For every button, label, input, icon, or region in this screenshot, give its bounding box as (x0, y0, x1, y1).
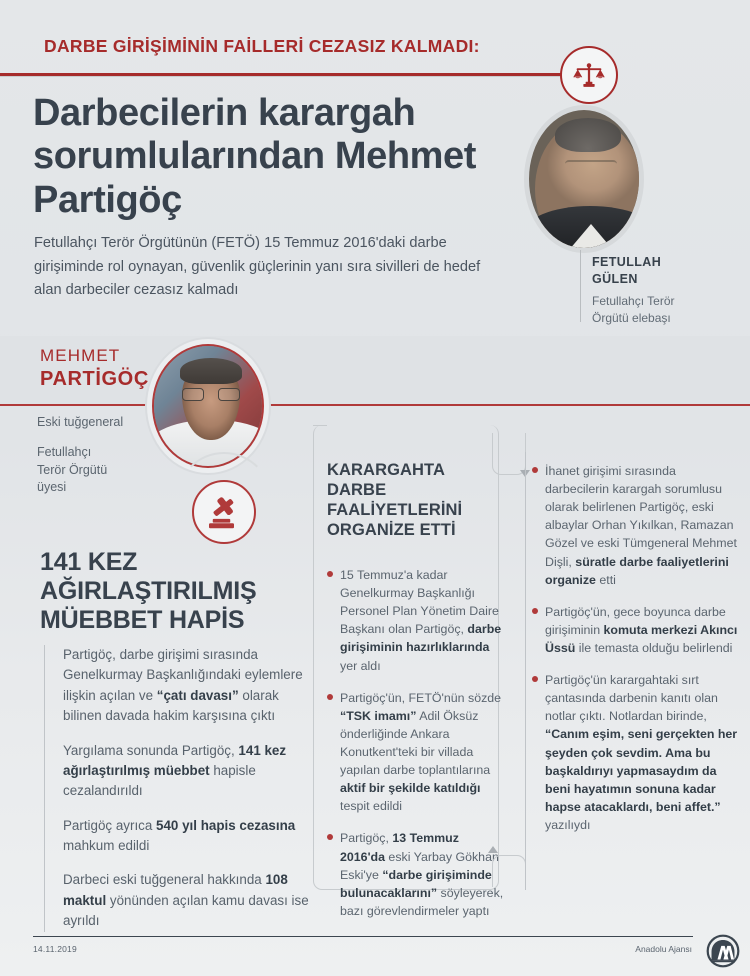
body-text: Adil Öksüz önderliğinde Ankara Konutkent'teki bir villada yapılan darbe toplantılarına (340, 708, 491, 778)
body-text: ile temasta olduğu belirlendi (575, 640, 733, 655)
emphasis-text: 108 maktul (63, 872, 288, 908)
gulen-role-line2: Örgütü elebaşı (592, 310, 671, 325)
body-text: Partigöç ayrıca (63, 817, 157, 833)
emphasis-text: “Canım eşim, seni gerçekten her şeyden çok sevdim. Ama bu başkaldırıyı yapmasaydım da beni hayatımın sonuna kadar hapse atacaklardı, beni affet.” (545, 727, 738, 814)
partigoc-first-name: MEHMET (40, 346, 121, 365)
body-text: tespit edildi (340, 799, 402, 814)
emphasis-text: 141 kez ağırlaştırılmış müebbet (63, 742, 287, 778)
partigoc-role (37, 414, 157, 497)
body-text: Partigöç'ün, FETÖ'nün sözde (340, 690, 502, 705)
emphasis-text: komuta merkezi Akıncı Üssü (545, 622, 738, 655)
header-rule-gray (0, 76, 560, 77)
body-text: Partigöç'ün karargahtaki sırt çantasında darbenin kanıtı olan notlar çıktı. Notlardan birinde, (545, 673, 718, 724)
mehmet-partigoc-photo (152, 344, 264, 468)
page-subtitle: Fetullahçı Terör Örgütünün (FETÖ) 15 Temmuz 2016'daki darbe girişiminde rol oynayan, güvenlik güçlerinin yanı sıra sivilleri de hedef alan darbeciler cezasız kalmadı (34, 235, 481, 299)
gulen-role-line1: Fetullahçı Terör (592, 294, 675, 308)
body-text: Yargılama sonunda Partigöç, (63, 742, 239, 758)
body-text: hapisle cezalandırıldı (63, 762, 256, 799)
emphasis-text: 540 yıl hapis cezasına (156, 817, 296, 833)
middle-column-title: KARARGAHTA DARBE FAALİYETLERİNİ ORGANİZE ETTİ (327, 461, 463, 540)
body-text: yönünden açılan kamu davası ise ayrıldı (63, 892, 309, 929)
body-text: mahkum edildi (63, 838, 150, 853)
left-column-title: 141 KEZ AĞIRLAŞTIRILMIŞ MÜEBBET HAPİS (40, 548, 257, 634)
gulen-caption-divider (580, 250, 581, 322)
right-column-list (532, 462, 738, 848)
connector-up-arrow-icon (488, 846, 498, 853)
body-text: yer aldı (340, 658, 381, 673)
fetullah-gulen-photo (524, 105, 644, 253)
partigoc-role-line4: üyesi (37, 480, 67, 495)
partigoc-band-rule (0, 404, 750, 406)
gulen-role (592, 293, 742, 326)
emphasis-text: “darbe girişiminde bulunacaklarını” (340, 867, 492, 900)
connector-top (492, 433, 526, 475)
emphasis-text: “TSK imamı” (340, 708, 417, 723)
list-item (327, 566, 505, 675)
gavel-icon (192, 480, 256, 544)
scales-of-justice-icon (560, 46, 618, 104)
emphasis-text: darbe girişiminin hazırlıklarında (340, 622, 502, 655)
connector-bottom (492, 855, 526, 887)
list-item (532, 603, 738, 657)
body-text: Partigöç'ün, gece boyunca darbe girişiminin (545, 604, 726, 637)
list-item (63, 816, 310, 857)
emphasis-text: süratle darbe faaliyetlerini organize (545, 554, 729, 587)
right-column-rail (525, 452, 526, 890)
body-text: Partigöç, (340, 831, 393, 846)
left-column-list (44, 645, 310, 932)
body-text: olarak bilinen davada hakim karşısına çıktı (63, 687, 279, 724)
partigoc-role-line1: Eski tuğgeneral (37, 415, 124, 429)
body-text: yazılıydı (545, 817, 591, 832)
list-item (63, 645, 310, 727)
gulen-name-line1: FETULLAH (592, 255, 662, 269)
body-text: eski Yarbay Gökhan Eski'ye (340, 849, 499, 882)
gulen-name-line2: GÜLEN (592, 271, 638, 286)
list-item (532, 671, 738, 834)
emphasis-text: aktif bir şekilde katıldığı (340, 781, 481, 796)
partigoc-role-line2: Fetullahçı (37, 444, 92, 459)
emphasis-text: “çatı davası” (156, 687, 239, 703)
emphasis-text: 13 Temmuz 2016'da (340, 831, 459, 864)
page-title: Darbecilerin karargah sorumlularından Mehmet Partigöç (33, 92, 477, 221)
gulen-name (592, 254, 742, 287)
list-item (63, 870, 310, 931)
footer-divider (33, 936, 693, 937)
body-text: İhanet girişimi sırasında darbecilerin karargah sorumlusu olarak belirlenen Partigöç, eski albaylar Orhan Yıkılkan, Ramazan Gözel ve eski Tümgeneral Mehmet Dişli, (545, 464, 737, 569)
body-text: Darbeci eski tuğgeneral hakkında (63, 872, 266, 888)
list-item (327, 689, 505, 816)
list-item (327, 829, 505, 920)
list-item (532, 462, 738, 589)
partigoc-last-name: PARTİGÖÇ (40, 368, 149, 390)
scales-connector-line (520, 73, 564, 76)
middle-column-frame-top (313, 425, 327, 426)
kicker-text: DARBE GİRİŞİMİNİN FAİLLERİ CEZASIZ KALMADI: (44, 36, 480, 56)
footer-agency-name: Anadolu Ajansı (635, 944, 692, 954)
body-text: Partigöç, darbe girişimi sırasında Genelkurmay Başkanlığındaki eylemlere ilişkin açılan ve (63, 647, 303, 703)
footer-date: 14.11.2019 (33, 944, 77, 954)
body-text: etti (595, 572, 616, 587)
aa-logo (706, 934, 740, 968)
middle-column-list (327, 566, 505, 934)
partigoc-role-line3: Terör Örgütü (37, 462, 108, 477)
list-item (63, 741, 310, 802)
body-text: söyleyerek, bazı görevlendirmeler yaptı (340, 885, 504, 918)
body-text: 15 Temmuz'a kadar Genelkurmay Başkanlığı Personel Plan Yönetim Daire Başkanı olan Partigöç, (340, 568, 499, 637)
